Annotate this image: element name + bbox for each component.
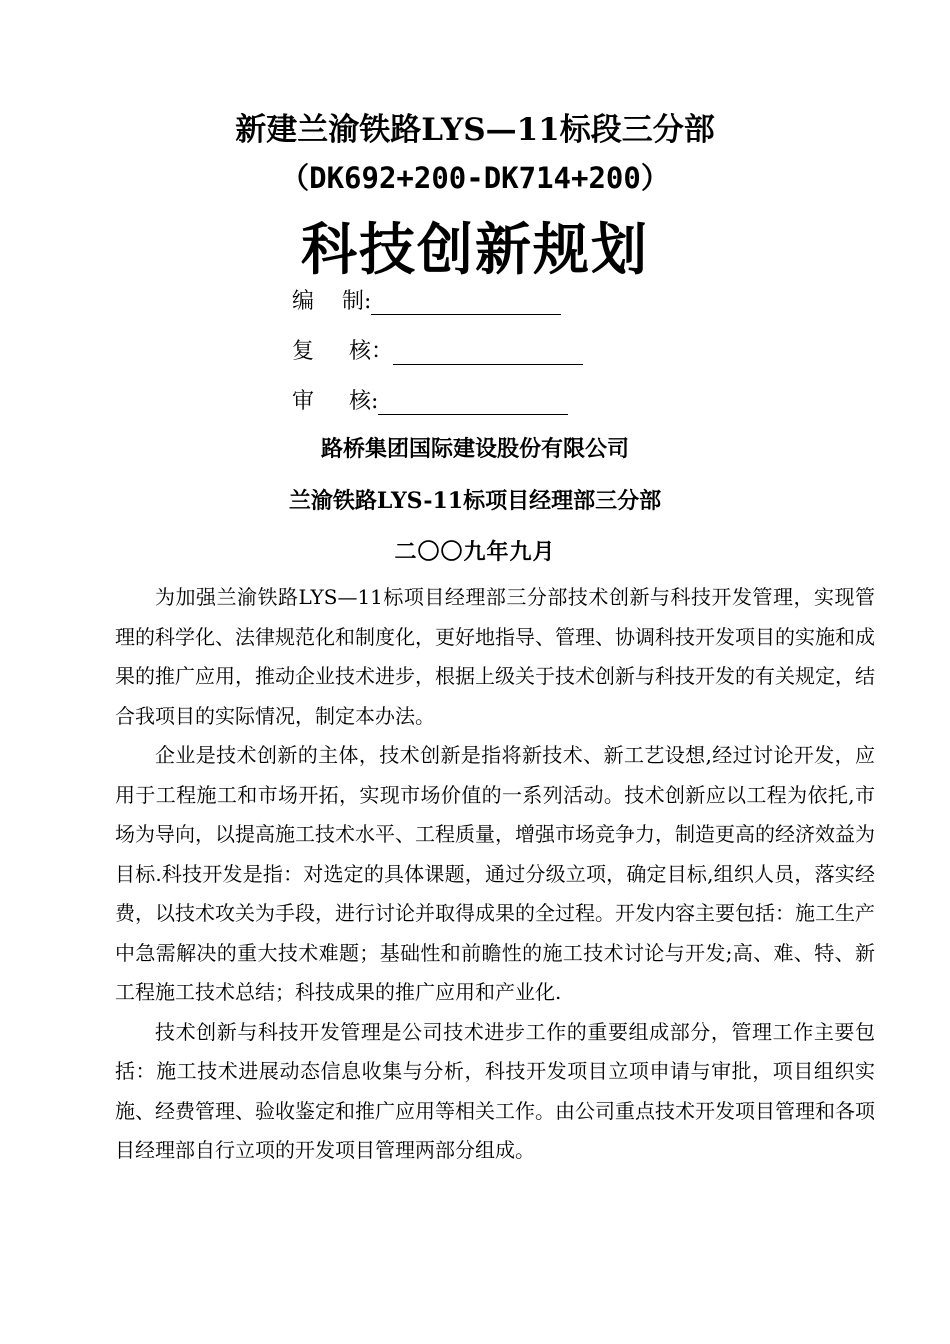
body-paragraph-1: 为加强兰渝铁路LYS—11标项目经理部三分部技术创新与科技开发管理，实现管理的科学化、法律规范化和制度化，更好地指导、管理、协调科技开发项目的实施和成果的推广应用，推动企业技术进步，根据上级关于技术创新与科技开发的有关规定，结合我项目的实际情况，制定本办法。 [115,585,875,728]
body-text [115,578,875,1171]
document-title-line1: 新建兰渝铁路LYS—11标段三分部 [235,112,715,148]
body-paragraph-3: 技术创新与科技开发管理是公司技术进步工作的重要组成部分，管理工作主要包括：施工技术进展动态信息收集与分析，科技开发项目立项申请与审批，项目组织实施、经费管理、验收鉴定和推广应用等相关工作。由公司重点技术开发项目管理和各项目经理部自行立项的开发项目管理两部分组成。 [115,1019,875,1162]
signature-approved-line [378,392,568,415]
document-title-line2: （DK692+200-DK714+200） [280,161,670,195]
signature-compiled-line [371,292,561,315]
signature-reviewed-label: 复 核： [292,339,393,364]
issue-date: 二〇〇九年九月 [394,539,556,565]
signature-reviewed-row [292,334,583,366]
body-paragraph-2: 企业是技术创新的主体，技术创新是指将新技术、新工艺设想,经过讨论开发，应用于工程施工和市场开拓，实现市场价值的一系列活动。技术创新应以工程为依托,市场为导向，以提高施工技术水平、工程质量，增强市场竞争力，制造更高的经济效益为目标.科技开发是指：对选定的具体课题，通过分级立项，确定目标,组织人员，落实经费，以技术攻关为手段，进行讨论并取得成果的全过程。开发内容主要包括：施工生产中急需解决的重大技术难题；基础性和前瞻性的施工技术讨论与开发;高、难、特、新工程施工技术总结；科技成果的推广应用和产业化. [115,743,875,1004]
signature-compiled-label: 编 制: [292,289,372,314]
signature-approved-row [292,384,568,416]
issuer-department: 兰渝铁路LYS-11标项目经理部三分部 [288,488,662,514]
document-main-title: 科技创新规划 [301,217,649,283]
signature-approved-label: 审 核: [292,389,379,414]
signature-reviewed-line [393,342,583,365]
issuer-company: 路桥集团国际建设股份有限公司 [320,436,629,462]
signature-compiled-row [292,284,561,316]
